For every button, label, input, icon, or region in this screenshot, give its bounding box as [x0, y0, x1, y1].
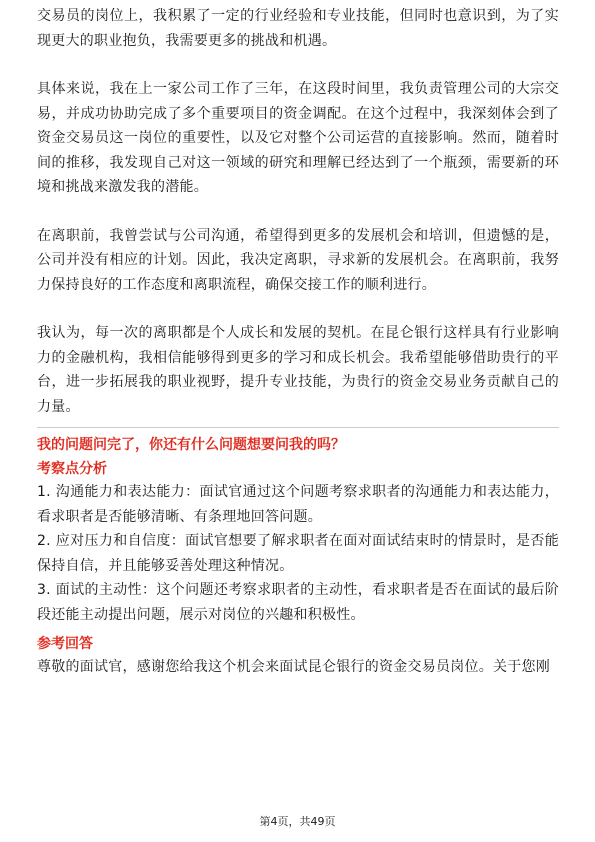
reference-answer-text: 尊敬的面试官，感谢您给我这个机会来面试昆仑银行的资金交易员岗位。关于您刚	[37, 659, 550, 675]
body-paragraph-3: 在离职前，我曾尝试与公司沟通，希望得到更多的发展机会和培训，但遗憾的是，公司并没有相应的计划。因此，我决定离职，寻求新的发展机会。在离职前，我努力保持良好的工作态度和离职流程，确保交接工作的顺利进行。	[37, 227, 559, 293]
analysis-item-1: 1. 沟通能力和表达能力：面试官通过这个问题考察求职者的沟通能力和表达能力，看求职者是否能够清晰、有条理地回答问题。	[37, 484, 559, 525]
page-content	[37, 4, 559, 680]
section-divider	[37, 427, 559, 428]
page-number: 第4页，共49页	[259, 815, 336, 828]
body-paragraph-1: 交易员的岗位上，我积累了一定的行业经验和专业技能，但同时也意识到，为了实现更大的职业抱负，我需要更多的挑战和机遇。	[37, 8, 559, 49]
paragraph-gap	[37, 200, 559, 224]
paragraph-gap	[37, 297, 559, 321]
question-heading: 我的问题问完了，你还有什么问题想要问我的吗？	[37, 437, 345, 453]
analysis-item-3: 3. 面试的主动性：这个问题还考察求职者的主动性，看求职者是否在面试的最后阶段还能主动提出问题，展示对岗位的兴趣和积极性。	[37, 582, 559, 623]
reference-title: 参考回答	[37, 636, 93, 652]
body-paragraph-4: 我认为，每一次的离职都是个人成长和发展的契机。在昆仑银行这样具有行业影响力的金融机构，我相信能够得到更多的学习和成长机会。我希望能够借助贵行的平台，进一步拓展我的职业视野，提升专业技能，为贵行的资金交易业务贡献自己的力量。	[37, 325, 559, 415]
paragraph-gap	[37, 53, 559, 77]
page-footer	[0, 815, 595, 829]
analysis-item-2: 2. 应对压力和自信度：面试官想要了解求职者在面对面试结束时的情景时，是否能保持自信，并且能够妥善处理这种情况。	[37, 533, 559, 574]
analysis-title: 考察点分析	[37, 461, 107, 477]
body-paragraph-2: 具体来说，我在上一家公司工作了三年，在这段时间里，我负责管理公司的大宗交易，并成功协助完成了多个重要项目的资金调配。在这个过程中，我深刻体会到了资金交易员这一岗位的重要性，以及它对整个公司运营的直接影响。然而，随着时间的推移，我发现自己对这一领域的研究和理解已经达到了一个瓶颈，需要新的环境和挑战来激发我的潜能。	[37, 81, 559, 195]
